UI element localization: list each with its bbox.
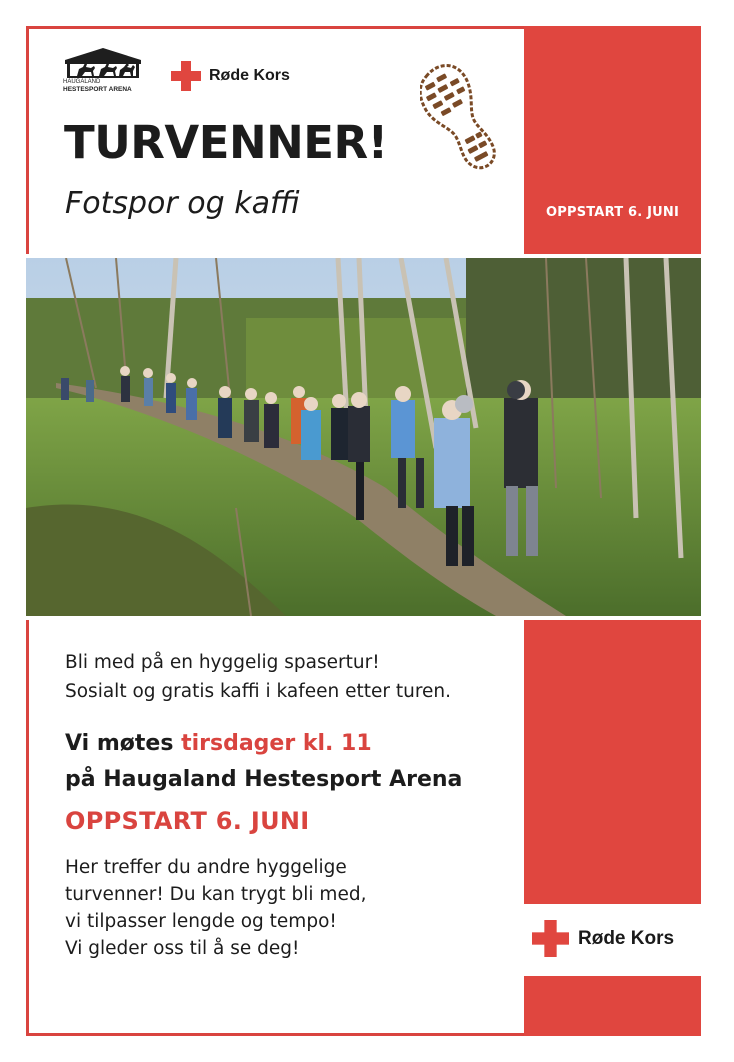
red-cross-label: Røde Kors bbox=[578, 927, 675, 949]
red-cross-logo-bottom bbox=[532, 920, 674, 957]
red-cross-icon bbox=[532, 920, 569, 957]
paragraph-line: turvenner! Du kan trygt bli med, bbox=[65, 884, 367, 905]
intro-line-1: Bli med på en hyggelig spasertur! bbox=[65, 652, 380, 673]
hikers-photo bbox=[26, 258, 701, 616]
paragraph-line: vi tilpasser lengde og tempo! bbox=[65, 911, 337, 932]
page-subtitle: Fotspor og kaffi bbox=[65, 186, 300, 221]
body-red-panel bbox=[524, 620, 701, 904]
intro-line-2: Sosialt og gratis kaffi i kafeen etter turen. bbox=[65, 681, 452, 702]
meeting-place: på Haugaland Hestesport Arena bbox=[65, 767, 463, 792]
meeting-prefix: Vi møtes bbox=[65, 731, 182, 756]
header-start-label: OPPSTART 6. JUNI bbox=[545, 205, 680, 220]
paragraph-line: Her treffer du andre hyggelige bbox=[65, 857, 347, 878]
paragraph-line: Vi gleder oss til å se deg! bbox=[65, 938, 300, 959]
footer-red-panel bbox=[524, 976, 701, 1036]
boot-footprint-icon bbox=[420, 58, 506, 178]
partner-logo-line2: HESTESPORT ARENA bbox=[63, 86, 132, 93]
partner-logo-line1: HAUGALAND bbox=[63, 79, 101, 85]
red-cross-label: Røde Kors bbox=[209, 67, 290, 84]
page-title: TURVENNER! bbox=[64, 116, 388, 169]
meeting-highlight: tirsdager kl. 11 bbox=[181, 731, 372, 756]
start-date: OPPSTART 6. JUNI bbox=[65, 807, 310, 835]
red-cross-logo-top bbox=[171, 60, 290, 92]
red-cross-icon bbox=[171, 61, 201, 91]
meeting-time bbox=[65, 731, 372, 756]
